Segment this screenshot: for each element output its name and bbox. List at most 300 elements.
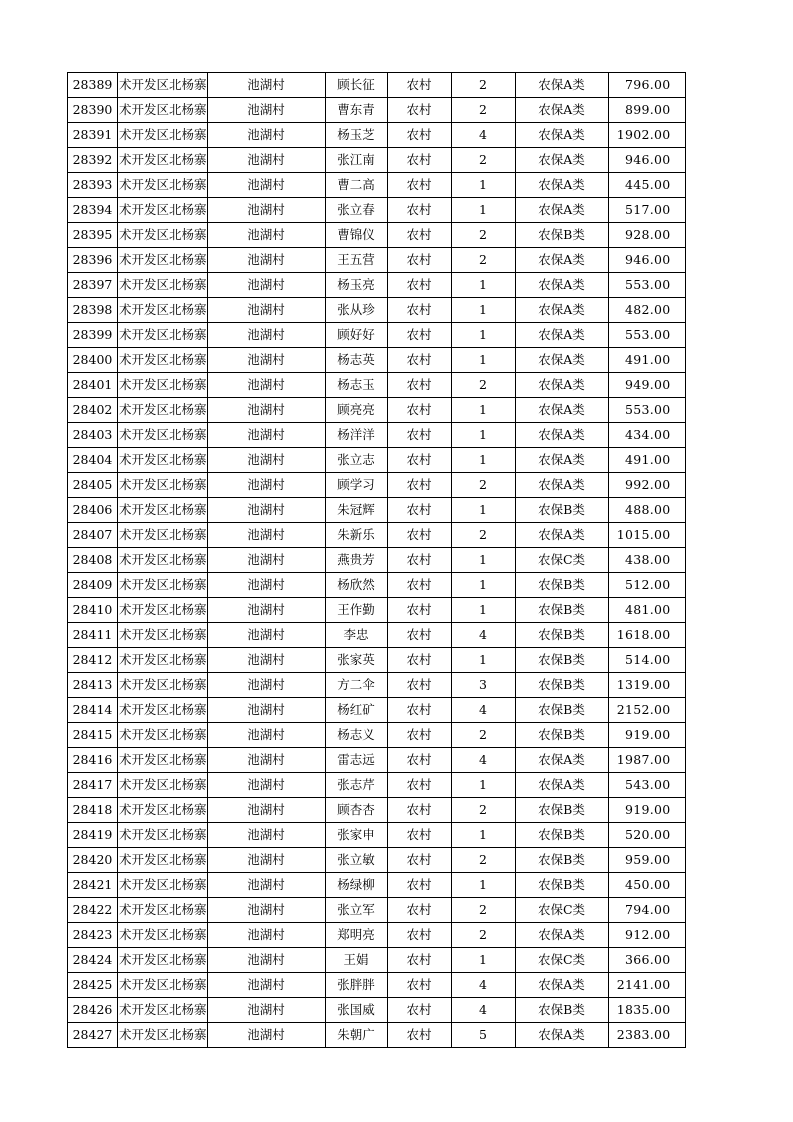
village-cell: 池湖村 [207,148,325,173]
category-cell: 农保B类 [515,698,608,723]
name-cell: 顾学习 [325,473,387,498]
table-row [68,298,686,323]
serial-cell: 28393 [68,173,118,198]
village-cell: 池湖村 [207,173,325,198]
serial-cell: 28397 [68,273,118,298]
village-cell: 池湖村 [207,423,325,448]
name-cell: 张志芹 [325,773,387,798]
table-row [68,598,686,623]
name-cell: 王作勤 [325,598,387,623]
count-cell: 2 [451,473,515,498]
count-cell: 2 [451,923,515,948]
name-cell: 杨志义 [325,723,387,748]
count-cell: 4 [451,973,515,998]
town-cell: 术开发区北杨寨 [118,448,208,473]
table-row [68,798,686,823]
amount-cell: 928.00 [608,223,685,248]
serial-cell: 28426 [68,998,118,1023]
name-cell: 曹二高 [325,173,387,198]
category-cell: 农保B类 [515,223,608,248]
table-row [68,698,686,723]
type-cell: 农村 [387,423,451,448]
category-cell: 农保A类 [515,448,608,473]
table-row [68,223,686,248]
amount-cell: 450.00 [608,873,685,898]
name-cell: 郑明亮 [325,923,387,948]
type-cell: 农村 [387,848,451,873]
category-cell: 农保C类 [515,948,608,973]
amount-cell: 1319.00 [608,673,685,698]
amount-cell: 959.00 [608,848,685,873]
type-cell: 农村 [387,923,451,948]
count-cell: 1 [451,448,515,473]
name-cell: 杨玉芝 [325,123,387,148]
type-cell: 农村 [387,323,451,348]
category-cell: 农保B类 [515,598,608,623]
amount-cell: 514.00 [608,648,685,673]
serial-cell: 28423 [68,923,118,948]
category-cell: 农保A类 [515,98,608,123]
amount-cell: 1987.00 [608,748,685,773]
type-cell: 农村 [387,948,451,973]
category-cell: 农保A类 [515,1023,608,1048]
village-cell: 池湖村 [207,573,325,598]
town-cell: 术开发区北杨寨 [118,523,208,548]
count-cell: 1 [451,823,515,848]
village-cell: 池湖村 [207,298,325,323]
table-row [68,73,686,98]
village-cell: 池湖村 [207,748,325,773]
table-row [68,148,686,173]
name-cell: 张江南 [325,148,387,173]
type-cell: 农村 [387,398,451,423]
category-cell: 农保A类 [515,148,608,173]
village-cell: 池湖村 [207,623,325,648]
serial-cell: 28395 [68,223,118,248]
category-cell: 农保A类 [515,423,608,448]
table-row [68,123,686,148]
name-cell: 雷志远 [325,748,387,773]
name-cell: 杨玉亮 [325,273,387,298]
name-cell: 张从珍 [325,298,387,323]
type-cell: 农村 [387,698,451,723]
town-cell: 术开发区北杨寨 [118,973,208,998]
category-cell: 农保A类 [515,773,608,798]
count-cell: 1 [451,773,515,798]
town-cell: 术开发区北杨寨 [118,323,208,348]
amount-cell: 434.00 [608,423,685,448]
table-row [68,98,686,123]
count-cell: 1 [451,648,515,673]
type-cell: 农村 [387,898,451,923]
name-cell: 朱新乐 [325,523,387,548]
count-cell: 1 [451,873,515,898]
table-row [68,398,686,423]
village-cell: 池湖村 [207,448,325,473]
town-cell: 术开发区北杨寨 [118,798,208,823]
village-cell: 池湖村 [207,73,325,98]
serial-cell: 28417 [68,773,118,798]
village-cell: 池湖村 [207,648,325,673]
town-cell: 术开发区北杨寨 [118,998,208,1023]
count-cell: 1 [451,173,515,198]
serial-cell: 28422 [68,898,118,923]
table-row [68,948,686,973]
name-cell: 杨欣然 [325,573,387,598]
count-cell: 4 [451,748,515,773]
amount-cell: 796.00 [608,73,685,98]
village-cell: 池湖村 [207,98,325,123]
town-cell: 术开发区北杨寨 [118,573,208,598]
village-cell: 池湖村 [207,698,325,723]
name-cell: 顾亮亮 [325,398,387,423]
serial-cell: 28399 [68,323,118,348]
table-row [68,323,686,348]
serial-cell: 28413 [68,673,118,698]
amount-cell: 553.00 [608,323,685,348]
count-cell: 1 [451,423,515,448]
serial-cell: 28402 [68,398,118,423]
amount-cell: 919.00 [608,723,685,748]
name-cell: 王五营 [325,248,387,273]
town-cell: 术开发区北杨寨 [118,548,208,573]
serial-cell: 28425 [68,973,118,998]
table-row [68,748,686,773]
name-cell: 顾长征 [325,73,387,98]
town-cell: 术开发区北杨寨 [118,848,208,873]
town-cell: 术开发区北杨寨 [118,423,208,448]
table-row [68,848,686,873]
serial-cell: 28415 [68,723,118,748]
type-cell: 农村 [387,648,451,673]
table-row [68,823,686,848]
amount-cell: 2383.00 [608,1023,685,1048]
table-row [68,573,686,598]
serial-cell: 28405 [68,473,118,498]
town-cell: 术开发区北杨寨 [118,748,208,773]
name-cell: 王娟 [325,948,387,973]
town-cell: 术开发区北杨寨 [118,1023,208,1048]
type-cell: 农村 [387,598,451,623]
type-cell: 农村 [387,348,451,373]
village-cell: 池湖村 [207,248,325,273]
type-cell: 农村 [387,973,451,998]
name-cell: 曹东青 [325,98,387,123]
count-cell: 1 [451,348,515,373]
type-cell: 农村 [387,573,451,598]
village-cell: 池湖村 [207,498,325,523]
town-cell: 术开发区北杨寨 [118,248,208,273]
category-cell: 农保B类 [515,648,608,673]
type-cell: 农村 [387,773,451,798]
name-cell: 李忠 [325,623,387,648]
amount-cell: 946.00 [608,248,685,273]
amount-cell: 520.00 [608,823,685,848]
type-cell: 农村 [387,373,451,398]
village-cell: 池湖村 [207,523,325,548]
village-cell: 池湖村 [207,348,325,373]
category-cell: 农保C类 [515,548,608,573]
serial-cell: 28418 [68,798,118,823]
amount-cell: 491.00 [608,348,685,373]
amount-cell: 553.00 [608,273,685,298]
category-cell: 农保B类 [515,823,608,848]
amount-cell: 481.00 [608,598,685,623]
town-cell: 术开发区北杨寨 [118,298,208,323]
town-cell: 术开发区北杨寨 [118,173,208,198]
serial-cell: 28390 [68,98,118,123]
town-cell: 术开发区北杨寨 [118,98,208,123]
table-row [68,773,686,798]
table-row [68,648,686,673]
type-cell: 农村 [387,298,451,323]
village-cell: 池湖村 [207,823,325,848]
serial-cell: 28389 [68,73,118,98]
type-cell: 农村 [387,548,451,573]
type-cell: 农村 [387,148,451,173]
town-cell: 术开发区北杨寨 [118,73,208,98]
town-cell: 术开发区北杨寨 [118,473,208,498]
type-cell: 农村 [387,98,451,123]
serial-cell: 28407 [68,523,118,548]
serial-cell: 28416 [68,748,118,773]
serial-cell: 28408 [68,548,118,573]
town-cell: 术开发区北杨寨 [118,348,208,373]
count-cell: 4 [451,698,515,723]
serial-cell: 28391 [68,123,118,148]
type-cell: 农村 [387,673,451,698]
count-cell: 1 [451,598,515,623]
table-row [68,998,686,1023]
data-table [67,72,686,1048]
village-cell: 池湖村 [207,373,325,398]
type-cell: 农村 [387,73,451,98]
type-cell: 农村 [387,448,451,473]
town-cell: 术开发区北杨寨 [118,398,208,423]
village-cell: 池湖村 [207,323,325,348]
category-cell: 农保B类 [515,873,608,898]
table-row [68,273,686,298]
count-cell: 1 [451,548,515,573]
amount-cell: 1015.00 [608,523,685,548]
serial-cell: 28394 [68,198,118,223]
type-cell: 农村 [387,223,451,248]
category-cell: 农保A类 [515,73,608,98]
town-cell: 术开发区北杨寨 [118,723,208,748]
amount-cell: 438.00 [608,548,685,573]
count-cell: 4 [451,123,515,148]
category-cell: 农保A类 [515,373,608,398]
serial-cell: 28427 [68,1023,118,1048]
count-cell: 3 [451,673,515,698]
count-cell: 2 [451,848,515,873]
table-row [68,248,686,273]
category-cell: 农保A类 [515,523,608,548]
category-cell: 农保B类 [515,798,608,823]
count-cell: 2 [451,523,515,548]
count-cell: 1 [451,398,515,423]
category-cell: 农保A类 [515,248,608,273]
type-cell: 农村 [387,273,451,298]
category-cell: 农保B类 [515,498,608,523]
village-cell: 池湖村 [207,998,325,1023]
name-cell: 张胖胖 [325,973,387,998]
amount-cell: 491.00 [608,448,685,473]
amount-cell: 992.00 [608,473,685,498]
count-cell: 2 [451,723,515,748]
count-cell: 1 [451,498,515,523]
table-row [68,548,686,573]
count-cell: 1 [451,198,515,223]
amount-cell: 919.00 [608,798,685,823]
table-row [68,473,686,498]
count-cell: 2 [451,798,515,823]
table-row [68,448,686,473]
type-cell: 农村 [387,798,451,823]
table-row [68,198,686,223]
village-cell: 池湖村 [207,948,325,973]
amount-cell: 794.00 [608,898,685,923]
serial-cell: 28419 [68,823,118,848]
table-row [68,423,686,448]
amount-cell: 512.00 [608,573,685,598]
type-cell: 农村 [387,873,451,898]
name-cell: 顾好好 [325,323,387,348]
count-cell: 2 [451,373,515,398]
category-cell: 农保B类 [515,998,608,1023]
name-cell: 顾杏杏 [325,798,387,823]
amount-cell: 553.00 [608,398,685,423]
amount-cell: 517.00 [608,198,685,223]
serial-cell: 28403 [68,423,118,448]
name-cell: 杨志玉 [325,373,387,398]
village-cell: 池湖村 [207,673,325,698]
category-cell: 农保A类 [515,973,608,998]
category-cell: 农保B类 [515,623,608,648]
category-cell: 农保A类 [515,398,608,423]
name-cell: 燕贵芳 [325,548,387,573]
count-cell: 2 [451,148,515,173]
town-cell: 术开发区北杨寨 [118,823,208,848]
town-cell: 术开发区北杨寨 [118,948,208,973]
town-cell: 术开发区北杨寨 [118,273,208,298]
table-row [68,523,686,548]
serial-cell: 28411 [68,623,118,648]
village-cell: 池湖村 [207,548,325,573]
name-cell: 张家申 [325,823,387,848]
type-cell: 农村 [387,823,451,848]
amount-cell: 949.00 [608,373,685,398]
category-cell: 农保A类 [515,323,608,348]
table-row [68,1023,686,1048]
count-cell: 2 [451,248,515,273]
village-cell: 池湖村 [207,898,325,923]
category-cell: 农保A类 [515,473,608,498]
town-cell: 术开发区北杨寨 [118,698,208,723]
count-cell: 1 [451,948,515,973]
type-cell: 农村 [387,748,451,773]
village-cell: 池湖村 [207,598,325,623]
name-cell: 杨洋洋 [325,423,387,448]
name-cell: 张立春 [325,198,387,223]
category-cell: 农保B类 [515,573,608,598]
serial-cell: 28409 [68,573,118,598]
category-cell: 农保B类 [515,673,608,698]
category-cell: 农保B类 [515,723,608,748]
category-cell: 农保A类 [515,748,608,773]
name-cell: 张立军 [325,898,387,923]
village-cell: 池湖村 [207,223,325,248]
table-row [68,898,686,923]
table-row [68,498,686,523]
count-cell: 2 [451,898,515,923]
category-cell: 农保A类 [515,348,608,373]
town-cell: 术开发区北杨寨 [118,623,208,648]
village-cell: 池湖村 [207,923,325,948]
category-cell: 农保C类 [515,898,608,923]
amount-cell: 899.00 [608,98,685,123]
serial-cell: 28406 [68,498,118,523]
amount-cell: 2152.00 [608,698,685,723]
village-cell: 池湖村 [207,798,325,823]
name-cell: 张家英 [325,648,387,673]
town-cell: 术开发区北杨寨 [118,648,208,673]
serial-cell: 28392 [68,148,118,173]
amount-cell: 1902.00 [608,123,685,148]
count-cell: 1 [451,298,515,323]
name-cell: 朱朝广 [325,1023,387,1048]
table-row [68,673,686,698]
name-cell: 张立敏 [325,848,387,873]
type-cell: 农村 [387,123,451,148]
town-cell: 术开发区北杨寨 [118,898,208,923]
type-cell: 农村 [387,498,451,523]
name-cell: 方二伞 [325,673,387,698]
category-cell: 农保A类 [515,273,608,298]
name-cell: 张立志 [325,448,387,473]
table-row [68,623,686,648]
count-cell: 2 [451,223,515,248]
village-cell: 池湖村 [207,973,325,998]
table-row [68,723,686,748]
village-cell: 池湖村 [207,473,325,498]
category-cell: 农保A类 [515,198,608,223]
count-cell: 4 [451,998,515,1023]
town-cell: 术开发区北杨寨 [118,223,208,248]
name-cell: 杨绿柳 [325,873,387,898]
count-cell: 1 [451,573,515,598]
serial-cell: 28421 [68,873,118,898]
amount-cell: 482.00 [608,298,685,323]
town-cell: 术开发区北杨寨 [118,598,208,623]
town-cell: 术开发区北杨寨 [118,123,208,148]
table-row [68,173,686,198]
serial-cell: 28412 [68,648,118,673]
name-cell: 曹锦仪 [325,223,387,248]
amount-cell: 1618.00 [608,623,685,648]
table-body [68,73,686,1048]
category-cell: 农保B类 [515,848,608,873]
table-row [68,348,686,373]
type-cell: 农村 [387,1023,451,1048]
amount-cell: 946.00 [608,148,685,173]
count-cell: 4 [451,623,515,648]
serial-cell: 28398 [68,298,118,323]
category-cell: 农保A类 [515,923,608,948]
amount-cell: 366.00 [608,948,685,973]
town-cell: 术开发区北杨寨 [118,923,208,948]
type-cell: 农村 [387,473,451,498]
